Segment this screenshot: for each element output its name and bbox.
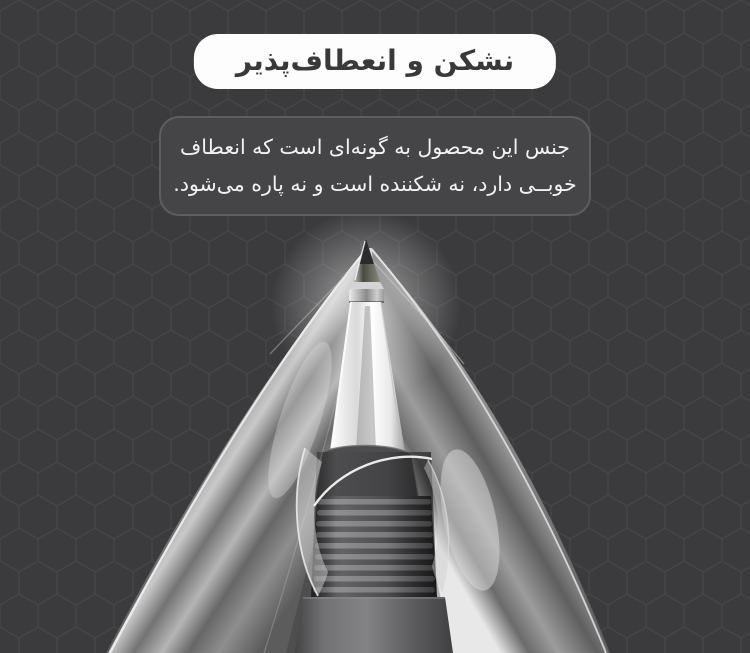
barrel-body xyxy=(295,597,453,653)
pen-barrel xyxy=(295,597,453,653)
description-line-1: جنس این محصول به گونه‌ای است که انعطاف xyxy=(180,135,570,160)
pen-tip-flare xyxy=(349,282,384,289)
description-line-2: خوبــی دارد، نه شکننده است و نه پاره می‌شود. xyxy=(173,172,577,196)
description-card xyxy=(159,116,591,216)
pen-collar xyxy=(349,289,384,302)
title-badge: نشکن و انعطاف‌پذیر xyxy=(194,34,556,89)
grip-side-shading xyxy=(311,452,437,598)
pen-grip xyxy=(311,445,437,598)
